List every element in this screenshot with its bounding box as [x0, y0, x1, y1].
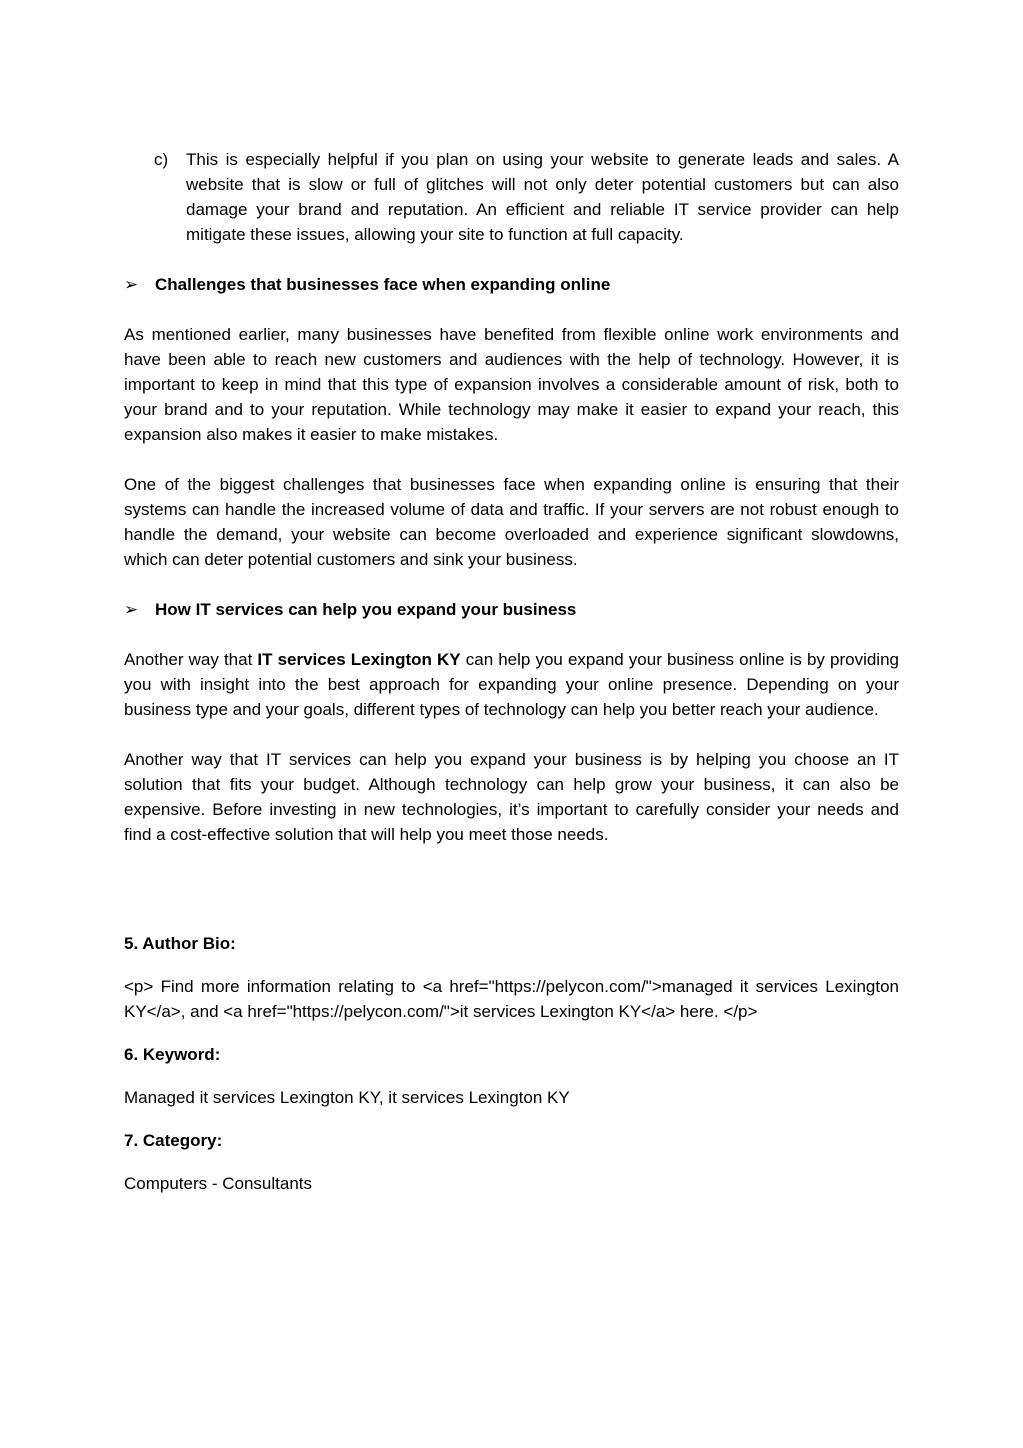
arrow-bullet-icon: ➢ [124, 600, 139, 619]
keyword-text: Managed it services Lexington KY, it services Lexington KY [124, 1088, 570, 1107]
list-item-text: This is especially helpful if you plan on using your website to generate leads and sales. A website that is slow or full of glitches will not only deter potential customers but can also damage your brand and reputation. An efficient and reliable IT service provider can help mitigate these issues, allowing your site to function at full capacity. [186, 150, 899, 244]
list-marker: c) [154, 150, 169, 169]
heading-challenges-text: Challenges that businesses face when expanding online [155, 275, 611, 294]
category-text: Computers - Consultants [124, 1174, 313, 1193]
challenges-paragraph-1: As mentioned earlier, many businesses have benefited from flexible online work environments and have been able to reach new customers and audiences with the help of technology. However, it is important to keep in mind that this type of expansion involves a considerable amount of risk, both to your brand and to your reputation. While technology may make it easier to expand your reach, this expansion also makes it easier to make mistakes. [124, 325, 899, 444]
keyword-label: 6. Keyword: [124, 1045, 221, 1064]
document-page [124, 147, 899, 1196]
heading-challenges [124, 272, 899, 297]
challenges-paragraph-2: One of the biggest challenges that businesses face when expanding online is ensuring that their systems can handle the increased volume of data and traffic. If your servers are not robust enough to handle the demand, your website can become overloaded and experience significant slowdowns, which can deter potential customers and sink your business. [124, 475, 899, 569]
it-services-paragraph-2: Another way that IT services can help you expand your business is by helping you choose an IT solution that fits your budget. Although technology can help grow your business, it can also be expensive. Before investing in new technologies, it’s important to carefully consider your needs and find a cost-effective solution that will help you meet those needs. [124, 750, 899, 844]
author-bio-label: 5. Author Bio: [124, 934, 236, 953]
heading-it-services-text: How IT services can help you expand your business [155, 600, 577, 619]
paragraph-prefix: Another way that [124, 650, 258, 669]
paragraph-suffix: can help you expand your business online is by providing you with insight into the best approach for expanding your online presence. Depending on your business type and your goals, different types of technology can help you better reach your audience. [124, 650, 899, 719]
category-label: 7. Category: [124, 1131, 223, 1150]
keyword-emphasis: IT services Lexington KY [257, 650, 461, 669]
arrow-bullet-icon: ➢ [124, 275, 139, 294]
it-services-paragraph-1 [124, 647, 899, 722]
author-bio-text: <p> Find more information relating to <a href="https://pelycon.com/">managed it services Lexington KY</a>, and <a href="https://pelycon.com/">it services Lexington KY</a> here. </p> [124, 977, 899, 1021]
heading-it-services [124, 597, 899, 622]
list-item-c [124, 147, 899, 247]
